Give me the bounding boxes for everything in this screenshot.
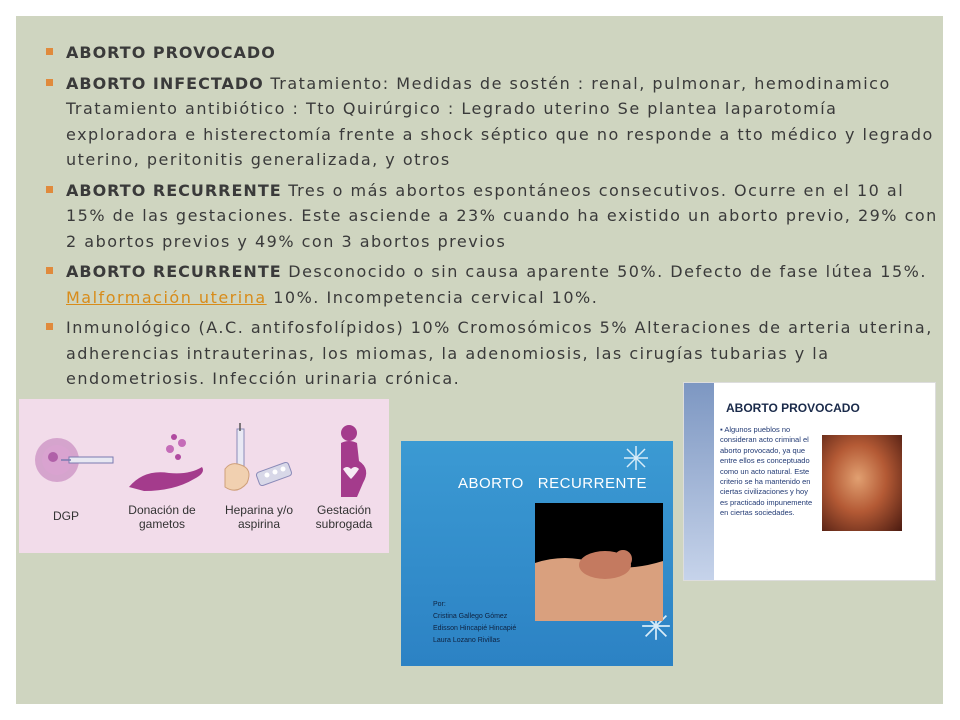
slide: [16, 16, 943, 704]
hand-with-cells-icon: [124, 429, 209, 499]
blue-strip: [684, 383, 714, 580]
caption-dgp: DGP: [52, 509, 79, 523]
thumbnail-title: ABORTO RECURRENTE: [458, 475, 647, 492]
treatment-options-image: [19, 399, 389, 553]
bullet-text: Tratamiento: Medidas de sostén : renal, pulmonar, hemodinamico Tratamiento antibiótico : Tto Quirúrgico : Legrado uterino Se plantea laparotomía exploradora e histerectomía frente a shock séptico que no responde a tto médico y legrado uterino, peritonitis generalizada, y otros: [66, 73, 934, 169]
thumbnail-title: ABORTO PROVOCADO: [726, 401, 860, 415]
thumbnail-authors: [433, 599, 516, 647]
malformacion-link[interactable]: Malformación uterina: [66, 287, 267, 307]
bullet-text: Inmunológico (A.C. antifosfolípidos) 10% Cromosómicos 5% Alteraciones de arteria uterina, adherencias intrauterinas, los miomas, la adenomiosis, las cirugías tubarias y la endometriosis. Infección urinaria crónica.: [66, 318, 933, 388]
bullet-heading: ABORTO INFECTADO: [66, 73, 264, 93]
bullet-list: [46, 40, 938, 397]
author-line: Laura Lozano Rivillas: [433, 637, 500, 644]
bullet-marker: [46, 267, 53, 274]
bullet-item: [46, 259, 938, 310]
hand-with-fetus-photo: [535, 503, 663, 621]
bullet-marker: [46, 186, 53, 193]
cell-injection-icon: [29, 425, 119, 495]
bullet-item: [46, 71, 938, 173]
bullet-text: Tres o más abortos espontáneos consecutivos. Ocurre en el 10 al 15% de las gestaciones. Este asciende a 23% cuando ha existido un aborto previo, 29% con 2 abortos previos y 49% con 3 abortos previos: [66, 180, 938, 251]
bullet-marker: [46, 79, 53, 86]
thumbnail-body: [720, 425, 816, 519]
bullet-marker: [46, 323, 53, 330]
caption-gestacion: Gestación subrogada: [315, 503, 373, 531]
thumbnail-body-text: Algunos pueblos no consideran acto criminal el aborto provocado, ya que entre ellos es conceptuado como un acto natural. Este criterio se ha mantenido en ciertas civilizaciones y hoy es practicado impunemente en ciertas sociedades.: [720, 425, 813, 518]
caption-donacion: Donación de gametos: [128, 503, 196, 531]
snowflake-icon: [623, 445, 649, 471]
bullet-heading: ABORTO PROVOCADO: [66, 43, 276, 62]
fetus-image: [822, 435, 902, 531]
aborto-recurrente-thumbnail: [401, 441, 673, 666]
bullet-item: [46, 315, 938, 392]
aborto-provocado-thumbnail: [683, 382, 936, 581]
caption-heparina: Heparina y/o aspirina: [224, 503, 294, 531]
bullet-item: [46, 178, 938, 255]
author-line: Cristina Gallego Gómez: [433, 613, 508, 620]
bullet-heading: ABORTO RECURRENTE: [66, 180, 282, 200]
author-line: Edisson Hincapié Hincapié: [433, 625, 517, 632]
bullet-text-after: 10%. Incompetencia cervical 10%.: [266, 287, 599, 307]
por-label: Por:: [433, 601, 446, 608]
syringe-and-pills-icon: [217, 421, 297, 501]
hand-with-fetus-icon: [535, 503, 663, 621]
bullet-item: [46, 40, 938, 66]
pregnant-woman-icon: [319, 421, 379, 501]
bullet-marker: ▪: [720, 425, 725, 434]
bullet-heading: ABORTO RECURRENTE: [66, 262, 282, 281]
bullet-marker: [46, 48, 53, 55]
bullet-text: Desconocido o sin causa aparente 50%. Defecto de fase lútea 15%.: [281, 262, 927, 281]
